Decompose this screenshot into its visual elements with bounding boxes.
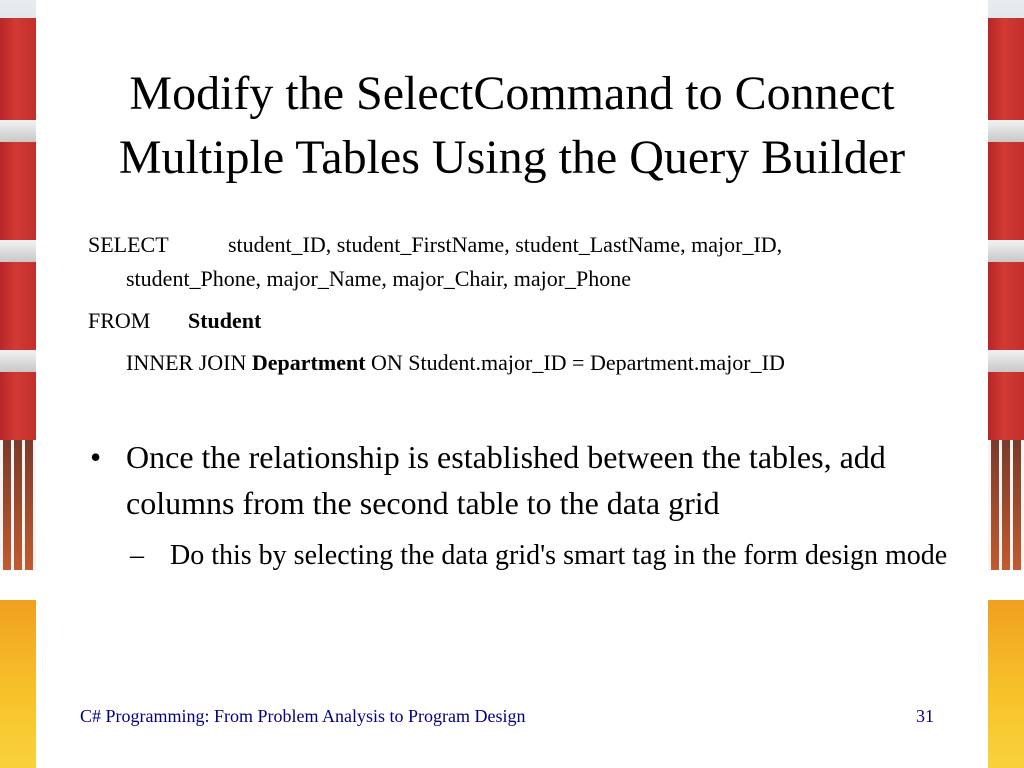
sql-select-line (88, 228, 988, 262)
sql-query-block (88, 228, 988, 380)
right-decorative-strip (988, 0, 1024, 768)
sql-from-line (88, 304, 988, 338)
slide-title (40, 62, 984, 190)
left-decorative-strip (0, 0, 36, 768)
sql-select-keyword: SELECT (88, 232, 169, 257)
sql-join-line (88, 346, 988, 380)
title-line-2: Multiple Tables Using the Query Builder (118, 131, 906, 184)
title-line-1: Modify the SelectCommand to Connect (129, 67, 895, 120)
sub-bullet-text: Do this by selecting the data grid's smart tag in the form design mode (170, 540, 948, 571)
sql-select-columns-1: student_ID, student_FirstName, student_LastName, major_ID, (228, 232, 783, 257)
sql-from-keyword: FROM (88, 308, 151, 333)
sub-bullet-marker: – (130, 540, 144, 571)
sql-select-continuation (88, 262, 988, 296)
slide-page-number: 31 (916, 706, 934, 726)
sql-from-table: Student (188, 308, 262, 333)
list-item (90, 434, 990, 526)
bullet-marker: • (90, 439, 102, 475)
sub-list-item (90, 536, 990, 576)
bullet-list (90, 434, 990, 576)
sql-join-table: Department (251, 350, 366, 375)
sql-join-keyword: INNER JOIN (126, 350, 252, 375)
footer-course-title: C# Programming: From Problem Analysis to Program Design (80, 706, 526, 726)
bullet-text: Once the relationship is established between the tables, add columns from the second table to the data grid (126, 439, 886, 521)
sql-select-columns-2: student_Phone, major_Name, major_Chair, major_Phone (126, 266, 632, 291)
sql-join-condition: ON Student.major_ID = Department.major_ID (365, 350, 785, 375)
